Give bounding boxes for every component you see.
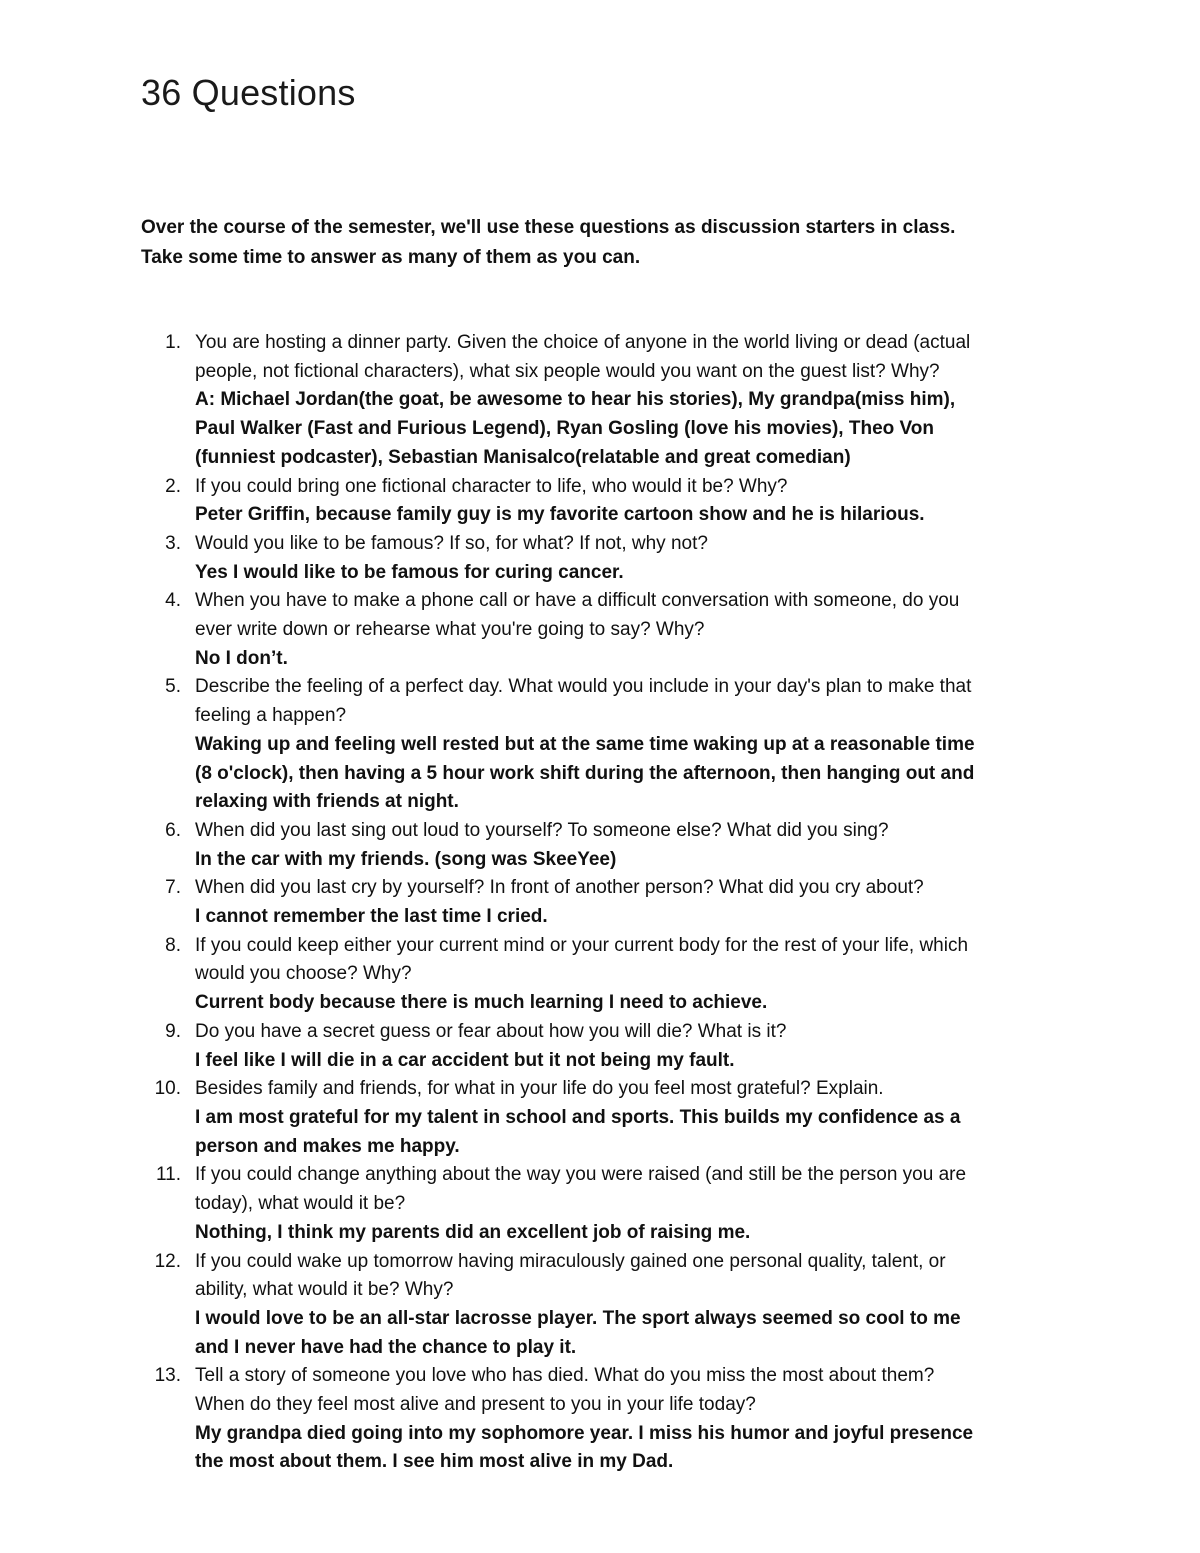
- question-text: Tell a story of someone you love who has died. What do you miss the most about them?: [195, 1365, 935, 1387]
- question-item: [141, 673, 1101, 817]
- question-text: If you could bring one fictional character to life, who would it be? Why?: [195, 475, 788, 497]
- question-item: [141, 1075, 1101, 1161]
- question-item: [141, 932, 1101, 1018]
- question-text: feeling a happen?: [195, 705, 347, 727]
- answer-text: Current body because there is much learning I need to achieve.: [195, 992, 768, 1014]
- answer-text: Peter Griffin, because family guy is my favorite cartoon show and he is hilarious.: [195, 504, 925, 526]
- question-text: ever write down or rehearse what you're going to say? Why?: [195, 619, 705, 641]
- answer-text: My grandpa died going into my sophomore year. I miss his humor and joyful presence: [195, 1422, 974, 1444]
- answer-text: the most about them. I see him most alive in my Dad.: [195, 1451, 674, 1473]
- question-number: 5.: [165, 676, 181, 698]
- answer-text: I cannot remember the last time I cried.: [195, 906, 548, 928]
- answer-text: I feel like I will die in a car accident but it not being my fault.: [195, 1049, 735, 1071]
- question-text: When did you last sing out loud to yourself? To someone else? What did you sing?: [195, 819, 889, 841]
- question-item: [141, 1248, 1101, 1363]
- answer-text: In the car with my friends. (song was SkeeYee): [195, 848, 617, 870]
- question-text: ability, what would it be? Why?: [195, 1279, 454, 1301]
- question-text: Do you have a secret guess or fear about how you will die? What is it?: [195, 1020, 787, 1042]
- question-number: 8.: [165, 934, 181, 956]
- question-text: If you could keep either your current mind or your current body for the rest of your life, which: [195, 934, 969, 956]
- intro-line: Over the course of the semester, we'll use these questions as discussion starters in class.: [141, 217, 956, 238]
- question-text: You are hosting a dinner party. Given the choice of anyone in the world living or dead (actual: [195, 332, 971, 353]
- page-title: 36 Questions: [141, 72, 356, 113]
- answer-text: and I never have had the chance to play it.: [195, 1336, 577, 1358]
- answer-text: I would love to be an all-star lacrosse player. The sport always seemed so cool to me: [195, 1307, 961, 1329]
- answer-text: (funniest podcaster), Sebastian Manisalco(relatable and great comedian): [195, 446, 851, 468]
- question-item: [141, 530, 1101, 587]
- question-number: 6.: [165, 819, 181, 841]
- question-number: 1.: [165, 332, 181, 353]
- answer-text: Yes I would like to be famous for curing cancer.: [195, 561, 624, 583]
- question-number: 12.: [154, 1250, 181, 1272]
- answer-text: relaxing with friends at night.: [195, 791, 459, 813]
- answer-text: person and makes me happy.: [195, 1135, 460, 1157]
- question-text: would you choose? Why?: [195, 963, 412, 985]
- answer-text: Nothing, I think my parents did an excellent job of raising me.: [195, 1221, 751, 1243]
- question-item: [141, 329, 1101, 473]
- question-text: Would you like to be famous? If so, for what? If not, why not?: [195, 532, 708, 554]
- question-text: When do they feel most alive and present to you in your life today?: [195, 1394, 756, 1416]
- answer-text: Waking up and feeling well rested but at the same time waking up at a reasonable time: [195, 733, 975, 755]
- question-number: 13.: [154, 1365, 181, 1387]
- question-number: 2.: [165, 475, 181, 497]
- question-text: Besides family and friends, for what in your life do you feel most grateful? Explain.: [195, 1078, 884, 1100]
- answer-text: No I don’t.: [195, 647, 288, 669]
- answer-text: Paul Walker (Fast and Furious Legend), Ryan Gosling (love his movies), Theo Von: [195, 418, 934, 440]
- question-item: [141, 1362, 1101, 1477]
- question-number: 9.: [165, 1020, 181, 1042]
- question-text: If you could wake up tomorrow having miraculously gained one personal quality, talent, or: [195, 1250, 946, 1272]
- intro-paragraph: [141, 213, 1141, 273]
- intro-line: Take some time to answer as many of them as you can.: [141, 247, 641, 268]
- question-number: 3.: [165, 532, 181, 554]
- question-text: people, not fictional characters), what six people would you want on the guest list? Why?: [195, 360, 940, 382]
- question-item: [141, 1018, 1101, 1075]
- question-item: [141, 587, 1101, 673]
- answer-text: A: Michael Jordan(the goat, be awesome to hear his stories), My grandpa(miss him),: [195, 389, 956, 411]
- question-number: 11.: [155, 1164, 181, 1186]
- question-text: If you could change anything about the way you were raised (and still be the person you are: [195, 1164, 967, 1186]
- question-number: 4.: [165, 590, 181, 612]
- answer-text: (8 o'clock), then having a 5 hour work shift during the afternoon, then hanging out and: [195, 762, 975, 784]
- question-item: [141, 874, 1101, 931]
- question-text: today), what would it be?: [195, 1193, 406, 1215]
- question-item: [141, 1161, 1101, 1247]
- question-list: [141, 329, 1101, 1477]
- question-text: Describe the feeling of a perfect day. What would you include in your day's plan to make that: [195, 676, 972, 698]
- question-item: [141, 473, 1101, 530]
- answer-text: I am most grateful for my talent in school and sports. This builds my confidence as a: [195, 1106, 961, 1128]
- question-number: 7.: [165, 877, 181, 899]
- question-text: When did you last cry by yourself? In front of another person? What did you cry about?: [195, 877, 924, 899]
- question-number: 10.: [154, 1078, 181, 1100]
- question-item: [141, 817, 1101, 874]
- question-text: When you have to make a phone call or have a difficult conversation with someone, do you: [195, 590, 960, 612]
